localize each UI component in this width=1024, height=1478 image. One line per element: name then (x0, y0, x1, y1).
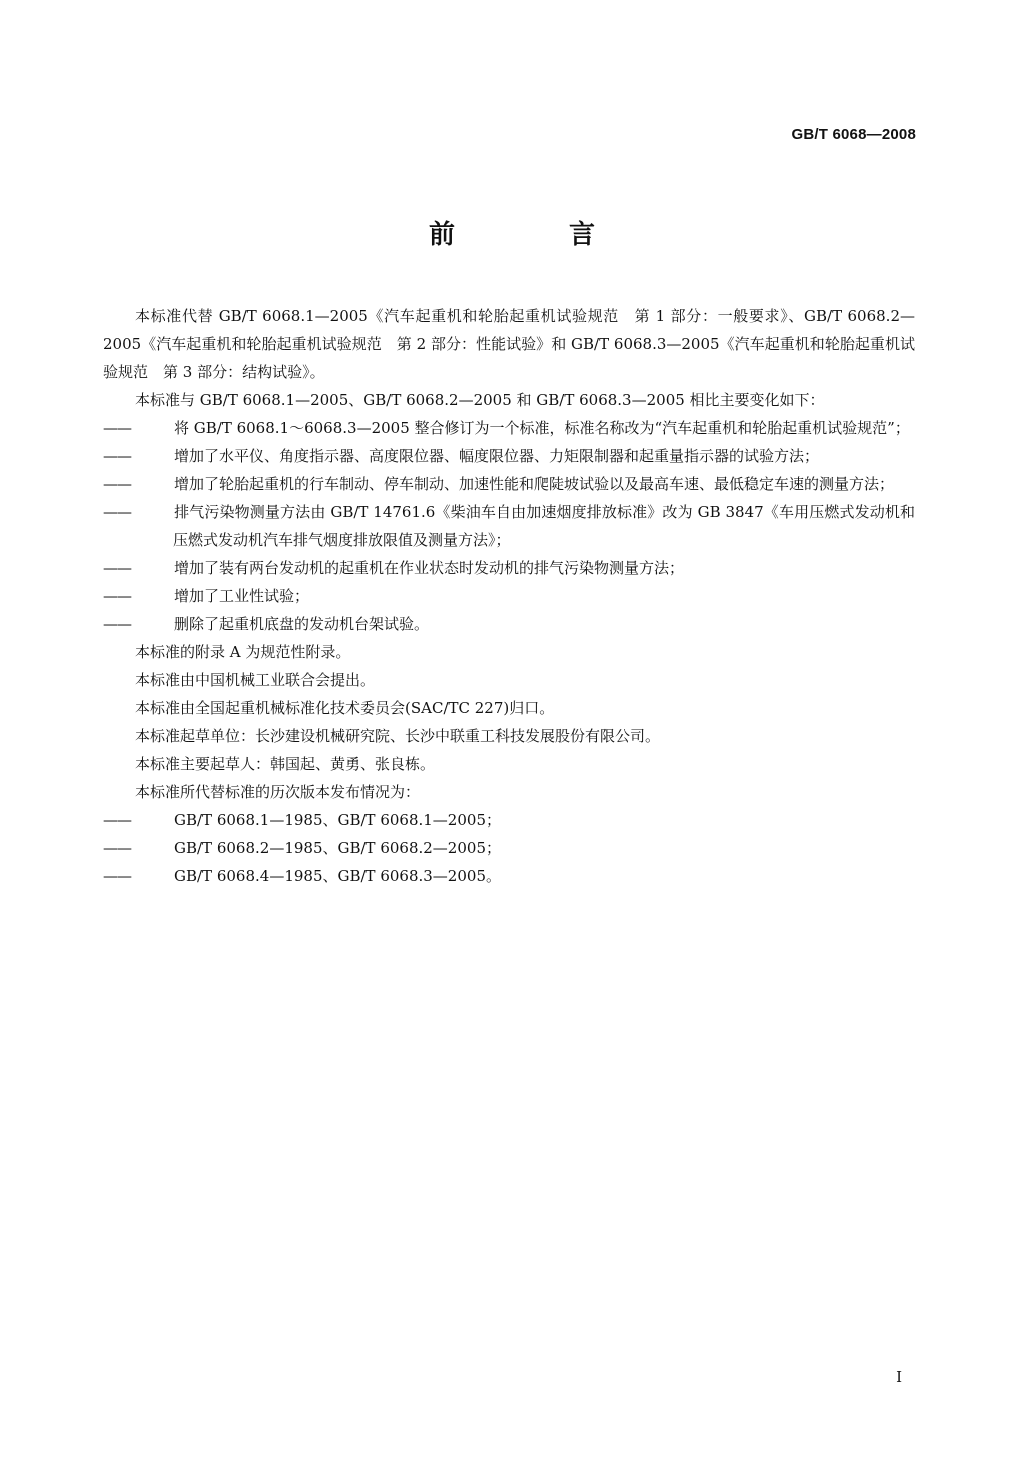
page-title: 前 言 (428, 220, 639, 250)
change-item-text: 增加了水平仪、角度指示器、高度限位器、幅度限位器、力矩限制器和起重量指示器的试验方法； (174, 447, 820, 465)
dash-mark: —— (103, 419, 131, 437)
change-item (103, 554, 915, 582)
dash-mark: —— (103, 587, 131, 605)
change-item (103, 414, 915, 442)
change-item-text: 增加了轮胎起重机的行车制动、停车制动、加速性能和爬陡坡试验以及最高车速、最低稳定车速的测量方法； (174, 475, 895, 493)
intro-paragraph-changes: 本标准与 GB/T 6068.1—2005、GB/T 6068.2—2005 和 GB/T 6068.3—2005 相比主要变化如下： (135, 391, 825, 409)
history-item (103, 862, 915, 890)
change-item (103, 610, 915, 638)
page-number: I (896, 1368, 902, 1386)
info-paragraph-annex: 本标准的附录 A 为规范性附录。 (135, 643, 351, 661)
change-item (103, 498, 915, 554)
dash-mark: —— (103, 811, 131, 829)
change-item-text: 将 GB/T 6068.1～6068.3—2005 整合修订为一个标准，标准名称改为“汽车起重机和轮胎起重机试验规范”； (174, 419, 910, 437)
history-item (103, 806, 915, 834)
intro-paragraph-replaces: 本标准代替 GB/T 6068.1—2005《汽车起重机和轮胎起重机试验规范 第 1 部分：一般要求》、GB/T 6068.2—2005《汽车起重机和轮胎起重机试验规范 第 2 部分：性能试验》和 GB/T 6068.3—2005《汽车起重机和轮胎起重机试验规范 第 3 部分：结构试验》。 (103, 307, 915, 381)
dash-mark: —— (103, 503, 131, 521)
change-item (103, 470, 915, 498)
history-item-text: GB/T 6068.1—1985、GB/T 6068.1—2005； (174, 811, 501, 829)
history-item (103, 834, 915, 862)
info-paragraph-proposer: 本标准由中国机械工业联合会提出。 (135, 671, 376, 689)
dash-mark: —— (103, 447, 131, 465)
info-paragraph-history: 本标准所代替标准的历次版本发布情况为： (135, 783, 421, 801)
standard-code: GB/T 6068—2008 (791, 126, 916, 143)
change-item-text: 排气污染物测量方法由 GB/T 14761.6《柴油车自由加速烟度排放标准》改为 GB 3847《车用压燃式发动机和压燃式发动机汽车排气烟度排放限值及测量方法》； (173, 503, 915, 549)
dash-mark: —— (103, 559, 131, 577)
info-paragraph-committee: 本标准由全国起重机械标准化技术委员会(SAC/TC 227)归口。 (135, 699, 555, 717)
change-item-text: 删除了起重机底盘的发动机台架试验。 (174, 615, 430, 633)
foreword-body (103, 302, 915, 890)
dash-mark: —— (103, 867, 131, 885)
info-paragraph-drafting-units: 本标准起草单位：长沙建设机械研究院、长沙中联重工科技发展股份有限公司。 (135, 727, 661, 745)
dash-mark: —— (103, 839, 131, 857)
change-item-text: 增加了装有两台发动机的起重机在作业状态时发动机的排气污染物测量方法； (174, 559, 685, 577)
history-item-text: GB/T 6068.2—1985、GB/T 6068.2—2005； (174, 839, 501, 857)
dash-mark: —— (103, 475, 131, 493)
change-item (103, 582, 915, 610)
dash-mark: —— (103, 615, 131, 633)
change-item-text: 增加了工业性试验； (174, 587, 310, 605)
info-paragraph-drafters: 本标准主要起草人：韩国起、黄勇、张良栋。 (135, 755, 436, 773)
history-item-text: GB/T 6068.4—1985、GB/T 6068.3—2005。 (174, 867, 501, 885)
change-item (103, 442, 915, 470)
